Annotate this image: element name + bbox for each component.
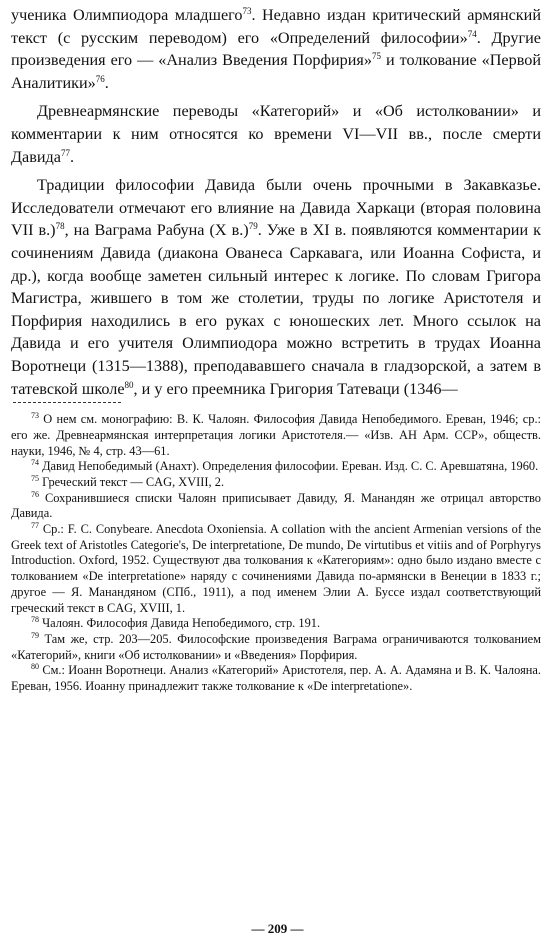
main-text [11, 4, 541, 400]
page-number: — 209 — [251, 921, 304, 936]
footnote [11, 632, 541, 663]
footnotes [11, 412, 541, 695]
footnote-number: 76 [31, 489, 39, 499]
footnote-number: 79 [31, 630, 39, 640]
footnote-number: 74 [31, 458, 39, 468]
footnote-number: 78 [31, 615, 39, 625]
footnote [11, 491, 541, 522]
paragraph [11, 174, 541, 400]
text-run: Традиции философии Давида были очень прочными в Закавказье. Исследователи отмечают его влияние на Давида Харкаци (вторая половина VII в.) [11, 176, 541, 240]
paragraph [11, 4, 541, 94]
paragraph [11, 100, 541, 168]
footnote [11, 459, 541, 475]
text-run: . [69, 147, 75, 166]
footnote [11, 663, 541, 694]
footnote-ref: 78 [55, 221, 65, 232]
footnote-ref: 74 [467, 28, 477, 39]
text-run: , и у его преемника Григория Татеваци (1346— [133, 379, 458, 398]
footnote-ref: 75 [371, 51, 381, 62]
footnote-ref: 76 [95, 73, 105, 84]
footnote-number: 75 [31, 473, 39, 483]
footnote-ref: 79 [248, 221, 258, 232]
footnote-text: Сохранившиеся списки Чалоян приписывает Давиду, Я. Манандян же отрицал авторство Давида. [11, 490, 541, 521]
text-run: ученика Олимпиодора младшего [11, 6, 243, 24]
footnote-text: Греческий текст — CAG, XVIII, 2. [42, 474, 225, 489]
text-run: . [104, 73, 109, 92]
text-run: . Уже в XI в. появляются комментарии к сочинениям Давида (диакона Ованеса Саркавага, или Иоанна Софиста, и др.), когда вообще заметен сильный интерес к логике. По словам Григора Магистра, жившего в том же столетии, труды по логике Аристотеля и Порфирия находились в его руках с юношеских лет. Много ссылок на Давида и его учителя Олимпиодора можно встретить в трудах Иоанна Воротнеци (1315—1388), преподававшего сначала в гладзорской, а затем в татевской школе [11, 221, 541, 398]
footnote-text: Ср.: F. C. Conybeare. Anecdota Oxoniensia. A collation with the ancient Armenian versions of the Greek text of Aristotles Categorie's, De interpretatione, De mundo, De virtutibus et vitiis and of Porphyrys Introduction. Oxford, 1952. Существуют два толкования к «Категориям»: одно было издано вместе с толкованием «De interpretatione» наряду с сочинениями Давида по-армянски в Венеции в 1833 г.; другое — Я. Манандяном (СПб., 1911), а под именем Элии А. Буссе издал соответствующий греческий текст в CAG, XVIII, 1. [11, 522, 541, 615]
footnote-text: См.: Иоанн Воротнеци. Анализ «Категорий» Аристотеля, пер. А. А. Адамяна и В. К. Чалояна. Ереван, 1956. Иоанну принадлежит также толкование к «De interpretatione». [11, 663, 541, 694]
text-run: . Другие произведения его — «Анализ Введения Порфирия» [11, 28, 541, 70]
footnote [11, 616, 541, 632]
footnote-separator [13, 402, 121, 403]
footnote-number: 80 [31, 662, 39, 672]
footnote-ref: 77 [60, 147, 70, 158]
footnote [11, 522, 541, 616]
footnote-ref: 73 [242, 6, 252, 16]
footnote-number: 73 [31, 411, 39, 421]
footnote-number: 77 [31, 521, 39, 531]
footnote-text: Давид Непобедимый (Анахт). Определения философии. Ереван. Изд. С. С. Аревшатяна, 1960. [42, 459, 539, 474]
text-run: . Недавно издан критический армянский текст (с русским переводом) его «Определений философии» [11, 6, 541, 47]
text-run: и толкование «Первой Аналитики» [11, 51, 541, 92]
footnote-text: Чалоян. Философия Давида Непобедимого, стр. 191. [42, 616, 321, 631]
text-run: Древнеармянские переводы «Категорий» и «Об истолковании» и комментарии к ним относятся ко времени VI—VII вв., после смерти Давида [11, 102, 541, 166]
footnote-text: О нем см. монографию: В. К. Чалоян. Философия Давида Непобедимого. Ереван, 1946; ср.: его же. Древнеармянская интерпретация логики Аристотеля.— «Изв. АН Арм. ССР», обществ. науки, 1946, № 4, стр. 43—61. [11, 412, 541, 458]
footnote [11, 475, 541, 491]
footnote [11, 412, 541, 459]
text-run: , на Ваграма Рабуна (X в.) [64, 221, 249, 240]
footnote-text: Там же, стр. 203—205. Философские произведения Ваграма ограничиваются толкованием «Категорий», книги «Об истолковании» и «Введения» Порфирия. [11, 631, 541, 662]
footnote-ref: 80 [124, 379, 134, 390]
